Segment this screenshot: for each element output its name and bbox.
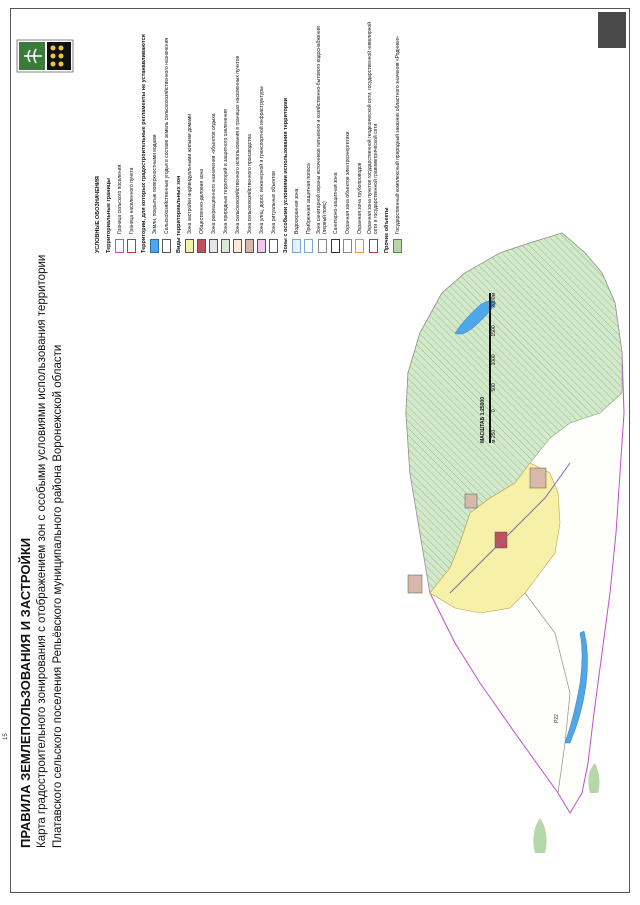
legend-item (245, 13, 254, 253)
legend-swatch (197, 239, 206, 253)
scale-tick-label: 500 (491, 383, 497, 392)
legend-item (304, 13, 313, 253)
rotated-map-layout (10, 8, 630, 893)
scale-tick-label: 2000м (491, 293, 497, 308)
legend-item-label: Граница сельского поселения (116, 164, 123, 234)
legend-swatch (393, 239, 402, 253)
legend-item-label: Граница населенного пункта (128, 167, 135, 234)
map-subtitle-location: Платавского сельского поселения Репьёвского муниципального района Воронежской области (52, 344, 64, 848)
legend-swatch (185, 239, 194, 253)
forest-patch (533, 818, 546, 853)
legend-swatch (150, 239, 159, 253)
legend-item-label: Общественно-деловая зона (198, 168, 205, 234)
legend-swatch (304, 239, 313, 253)
map-subtitle: Карта градостроительного зонирования с отображением зон с особыми условиями использования территории (36, 254, 48, 848)
legend-item (197, 13, 206, 253)
legend-item-label: Государственный комплексный природный заказник областного значения «Родники» (394, 36, 401, 234)
legend-heading: УСЛОВНЫЕ ОБОЗНАЧЕНИЯ (95, 176, 101, 253)
publisher-logo (598, 12, 626, 48)
legend-swatch (343, 239, 352, 253)
legend-item-label: Зона сельскохозяйственного использования в границах населенных пунктов (234, 55, 241, 234)
legend-item-label: Зона застройки индивидуальными жилыми домами (186, 113, 193, 234)
legend-item (343, 13, 352, 253)
scale-tick-label: 1500 (491, 325, 497, 337)
legend-item (221, 13, 230, 253)
legend-swatch (355, 239, 364, 253)
legend-swatch (292, 239, 301, 253)
legend-item (331, 13, 340, 253)
legend-item-label: Водоохранная зона (293, 188, 300, 234)
legend-swatch (257, 239, 266, 253)
legend-item (185, 13, 194, 253)
legend-item-label: Санитарно-защитная зона (332, 172, 339, 234)
legend-item (257, 13, 266, 253)
map-legend (90, 13, 405, 253)
legend-item (393, 13, 402, 253)
legend-sections (106, 13, 402, 253)
legend-item (355, 13, 364, 253)
legend-item (150, 13, 159, 253)
legend-section-title: Виды территориальных зон (176, 175, 182, 253)
legend-item (209, 13, 218, 253)
legend-item (269, 13, 278, 253)
legend-item (162, 13, 171, 253)
scale-tick-label: 0 (491, 409, 497, 413)
legend-item-label: Зона ритуальных объектов (270, 171, 277, 234)
legend-swatch (209, 239, 218, 253)
scale-label: МАСШТАБ 1:25000 (480, 397, 486, 443)
legend-item (316, 13, 328, 253)
legend-item-label: Зона природных территорий и защитного озеленения (222, 109, 229, 234)
legend-section-title: Зоны с особыми условиями использования территории (283, 97, 289, 253)
legend-item-label: Прибрежная защитная полоса (305, 163, 312, 234)
road-label: Р22 (554, 714, 560, 723)
legend-swatch (127, 239, 136, 253)
legend-section-title: Прочие объекты (384, 207, 390, 253)
legend-item-label: Зона улиц, дорог, инженерной и транспортной инфраструктуры (258, 86, 265, 234)
legend-item-label: Зона санитарной охраны источников питьевого и хозяйственно-бытового водоснабжения (первый пояс) (316, 26, 328, 234)
legend-item (233, 13, 242, 253)
page-number: 15 (3, 733, 9, 740)
legend-swatch (269, 239, 278, 253)
map-scale (480, 293, 497, 443)
legend-item (292, 13, 301, 253)
legend-item (115, 13, 124, 253)
legend-swatch (221, 239, 230, 253)
legend-item-label: Охранная зона объектов электроэнергетики (344, 131, 351, 234)
scale-tick-label: м 250 (491, 429, 497, 443)
legend-item-label: Охранная зона пунктов государственной геодезической сети, государственной нивелирной сети и государственной гравиметрической сети (367, 22, 379, 234)
agri-production-zone (465, 494, 477, 508)
legend-item-label: Охранная зона трубопроводов (356, 162, 363, 234)
legend-item-label: Сельскохозяйственные угодья в составе земель сельскохозяйственного назначения (163, 37, 170, 234)
scale-ticks (491, 293, 497, 443)
legend-item (367, 13, 379, 253)
map-title: ПРАВИЛА ЗЕМЛЕПОЛЬЗОВАНИЯ И ЗАСТРОЙКИ (18, 537, 33, 848)
legend-swatch (162, 239, 171, 253)
legend-section-title: Территориальные границы (106, 178, 112, 253)
legend-item-label: Зона сельскохозяйственного производства (246, 134, 253, 234)
legend-section-title: Территории, для которых градостроительные регламенты не устанавливаются (141, 34, 147, 253)
legend-swatch (331, 239, 340, 253)
agri-production-zone (408, 575, 422, 593)
legend-swatch (245, 239, 254, 253)
legend-item-label: Зона рекреационного назначения -объектов отдыха (210, 113, 217, 234)
legend-swatch (233, 239, 242, 253)
agri-production-zone (530, 468, 546, 488)
legend-item-label: Земли, покрытые поверхностными водами (151, 134, 158, 234)
legend-swatch (369, 239, 378, 253)
forest-patch (588, 763, 599, 793)
legend-item (127, 13, 136, 253)
legend-swatch (318, 239, 327, 253)
scale-tick-label: 1000 (491, 354, 497, 366)
legend-swatch (115, 239, 124, 253)
